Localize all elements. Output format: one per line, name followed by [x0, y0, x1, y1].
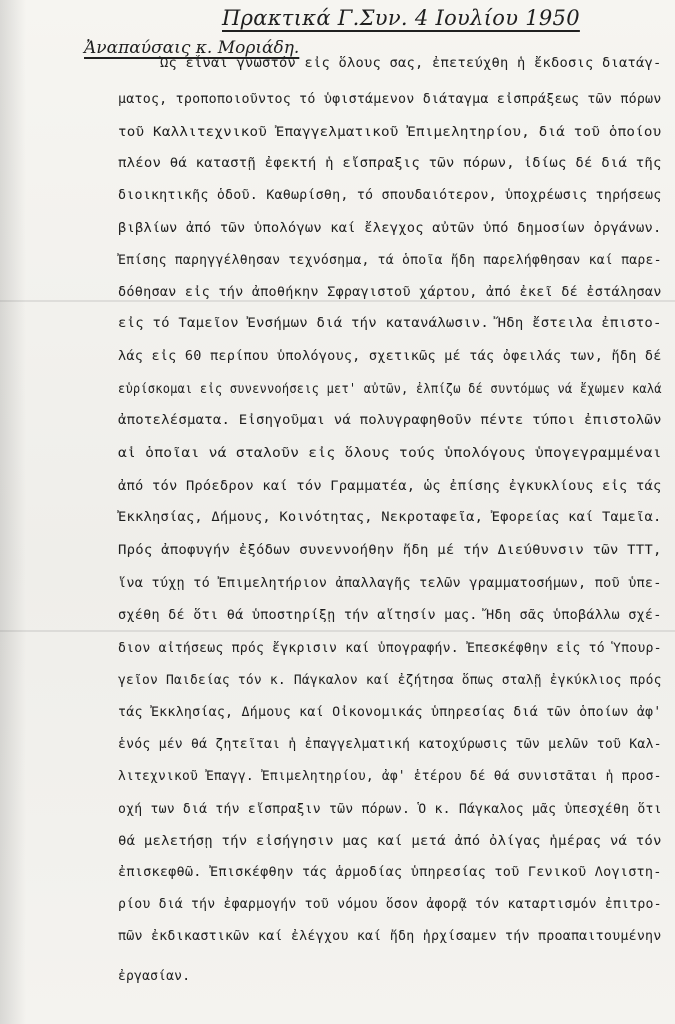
text-line: ἑνός μέν θά ζητεῖται ἡ ἐπαγγελματική κατοχύρωσις τῶν μελῶν τοῦ Καλ-: [118, 737, 662, 752]
text-line: Ἐπίσης παρηγγέλθησαν τεχνόσημα, τά ὁποῖα ἤδη παρελήφθησαν καί παρε-: [118, 253, 662, 268]
text-line: ρίου διά τήν ἐφαρμογήν τοῦ νόμου ὅσον ἀφορᾷ τόν καταρτισμόν ἐπιτρο-: [118, 897, 662, 912]
text-line: ἐργασίαν.: [118, 969, 191, 984]
text-line: ἀπό τόν Πρόεδρον καί τόν Γραμματέα, ὡς ἐπίσης ἐγκυκλίους εἰς τάς: [118, 479, 662, 494]
text-line: εἰς τό Ταμεῖον Ἐνσήμων διά τήν κατανάλωσιν. Ἤδη ἔστειλα ἐπιστο-: [118, 316, 662, 331]
text-line: ματος, τροποποιοῦντος τό ὑφιστάμενον διάταγμα εἰσπράξεως τῶν πόρων: [118, 92, 662, 107]
text-line: πῶν ἐκδικαστικῶν καί ἐλέγχου καί ἤδη ἠρχίσαμεν τήν προαπαιτουμένην: [118, 929, 662, 944]
text-line: Ὡς εἶναι γνωστόν εἰς ὅλους σας, ἐπετεύχθη ἡ ἔκδοσις διατάγ-: [160, 56, 662, 71]
text-line: σχέθη δέ ὅτι θά ὑποστηρίξῃ τήν αἴτησίν μας. Ἤδη σᾶς ὑποβάλλω σχέ-: [118, 608, 662, 623]
text-line: γεῖον Παιδείας τόν κ. Πάγκαλον καί ἐζήτησα ὅπως σταλῇ ἐγκύκλιος πρός: [118, 673, 662, 688]
text-line: τοῦ Καλλιτεχνικοῦ Ἐπαγγελματικοῦ Ἐπιμελητηρίου, διά τοῦ ὁποίου: [118, 125, 662, 140]
text-line: ἀποτελέσματα. Εἰσηγοῦμαι νά πολυγραφηθοῦν πέντε τύποι ἐπιστολῶν: [118, 413, 662, 428]
text-line: Ἐκκλησίας, Δήμους, Κοινότητας, Νεκροταφεῖα, Ἐφορείας καί Ταμεῖα.: [118, 510, 662, 525]
text-line: διον αἰτήσεως πρός ἔγκρισιν καί ὑπογραφήν. Ἐπεσκέφθην εἰς τό Ὑπουρ-: [118, 641, 662, 656]
text-line: λάς εἰς 60 περίπου ὑπολόγους, σχετικῶς μέ τάς ὀφειλάς των, ἤδη δέ: [118, 349, 662, 364]
text-line: εὑρίσκομαι εἰς συνεννοήσεις μετ' αὐτῶν, ἐλπίζω δέ συντόμως νά ἔχωμεν καλά: [118, 382, 662, 397]
text-line: δόθησαν εἰς τήν ἀποθήκην Σφραγιστοῦ χάρτου, ἀπό ἐκεῖ δέ ἐστάλησαν: [118, 285, 662, 300]
text-line: Πρός ἀποφυγήν ἐξόδων συνεννοήθην ἤδη μέ τήν Διεύθυνσιν τῶν ΤΤΤ,: [118, 543, 662, 558]
text-line: ἐπισκεφθῶ. Ἐπισκέφθην τάς ἁρμοδίας ὑπηρεσίας τοῦ Γενικοῦ Λογιστη-: [118, 865, 662, 880]
handwritten-salutation: Ἀναπαύσαις κ. Μοριάδη.: [84, 38, 300, 58]
text-line: λιτεχνικοῦ Ἐπαγγ. Ἐπιμελητηρίου, ἀφ' ἑτέρου δέ θά συνιστᾶται ἡ προσ-: [118, 769, 662, 784]
handwritten-header-note: Πρακτικά Γ.Συν. 4 Ιουλίου 1950: [222, 6, 580, 30]
text-line: αἱ ὁποῖαι νά σταλοῦν εἰς ὅλους τούς ὑπολόγους ὑπογεγραμμέναι: [118, 446, 662, 461]
text-line: ἵνα τύχῃ τό Ἐπιμελητήριον ἀπαλλαγῆς τελῶν γραμματοσήμων, ποῦ ὑπε-: [118, 576, 662, 591]
text-line: τάς Ἐκκλησίας, Δήμους καί Οἰκονομικάς ὑπηρεσίας διά τῶν ὁποίων ἀφ': [118, 705, 662, 720]
text-line: διοικητικῆς ὁδοῦ. Καθωρίσθη, τό σπουδαιότερον, ὑποχρέωσις τηρήσεως: [118, 188, 662, 203]
text-line: βιβλίων ἀπό τῶν ὑπολόγων καί ἔλεγχος αὐτῶν ὑπό δημοσίων ὀργάνων.: [118, 221, 662, 236]
text-line: πλέον θά καταστῇ ἐφεκτή ἡ εἴσπραξις τῶν πόρων, ἰδίως δέ διά τῆς: [118, 156, 662, 171]
text-line: θά μελετήσῃ τήν εἰσήγησιν μας καί μετά ἀπό ὀλίγας ἡμέρας νά τόν: [118, 834, 662, 849]
text-line: οχή των διά τήν εἴσπραξιν τῶν πόρων. Ὁ κ. Πάγκαλος μᾶς ὑπεσχέθη ὅτι: [118, 802, 662, 817]
page-shadow-edge: [0, 0, 26, 1024]
paper-fold: [0, 630, 675, 632]
